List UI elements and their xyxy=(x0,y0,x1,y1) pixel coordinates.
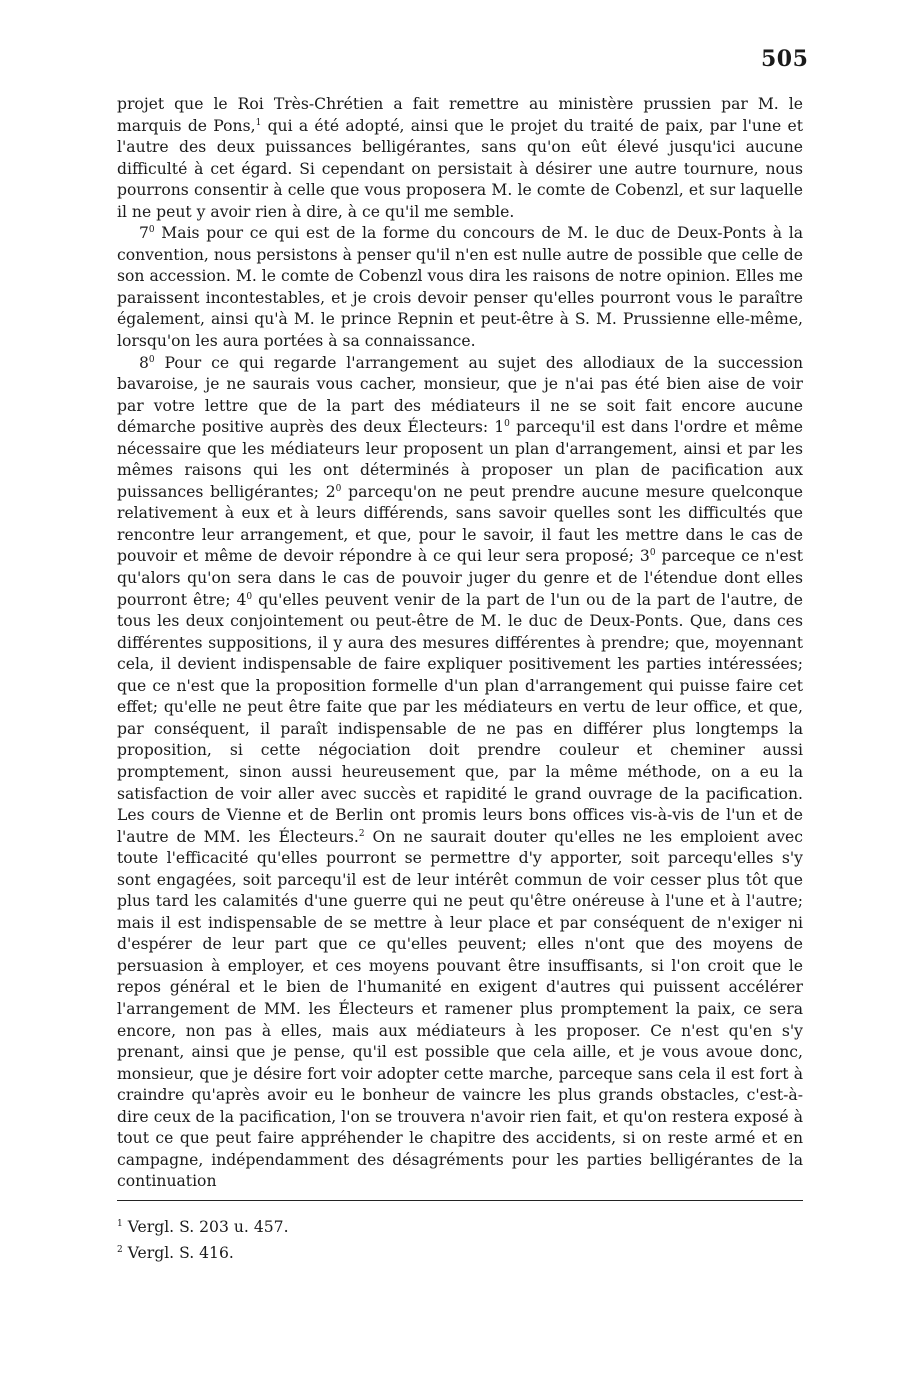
text-run: 8 xyxy=(139,353,149,372)
text-run: qui a été adopté, ainsi que le projet du traité de paix, par l'une et l'autre des deux puissances belligérantes, sans qu'on eût élevé jusqu'ici aucune difficulté à cet égard. Si cependant on persistait à désirer une autre tournure, nous pourrons consentir à celle que vous proposera M. le comte de Cobenzl, et sur laquelle il ne peut y avoir rien à dire, à ce qu'il me semble. xyxy=(117,116,803,221)
footnote-text: Vergl. S. 203 u. 457. xyxy=(127,1218,289,1236)
footnote xyxy=(117,1240,803,1266)
superscript-marker: 0 xyxy=(504,419,510,430)
text-run: Mais pour ce qui est de la forme du concours de M. le duc de Deux-Ponts à la convention, nous persistons à penser qu'il n'en est nulle autre de possible que celle de son accession. M. le comte de Cobenzl vous dira les raisons de notre opinion. Elles me paraissent incontestables, et je crois devoir penser qu'elles pourront vous le paraître également, ainsi qu'à M. le prince Repnin et peut-être à S. M. Prussienne elle-même, lorsqu'on les aura portées à sa connaissance. xyxy=(117,224,803,351)
superscript-marker: 0 xyxy=(148,225,155,236)
footnotes xyxy=(117,1214,803,1266)
footnote-marker: 1 xyxy=(117,1219,123,1229)
footnote xyxy=(117,1214,803,1240)
text-run: On ne saurait douter qu'elles ne les emploient avec toute l'efficacité qu'elles pourront se permettre d'y apporter, soit parcequ'elles s'y sont engagées, soit parcequ'il est de leur intérêt commun de voir cesser plus tôt que plus tard les calamités d'une guerre qui ne peut qu'être onéreuse à l'une et à l'autre; mais il est indispensable de se mettre à leur place et par conséquent de n'exiger ni d'espérer de leur part que ce qu'elles peuvent; elles n'ont que des moyens de persuasion à employer, et ces moyens pouvant être insuffisants, si l'on croit que le repos général et le bien de l'humanité en exigent d'autres qui puissent accélérer l'arrangement de MM. les Électeurs et ramener plus promptement la paix, ce sera encore, non pas à elles, mais aux médiateurs à les proposer. Ce n'est qu'en s'y prenant, ainsi que je pense, qu'il est possible que cela aille, et je vous avoue donc, monsieur, que je désire fort voir adopter cette marche, parceque sans cela il est fort à craindre qu'après avoir eu le bonheur de vaincre les plus grands obstacles, c'est-à-dire ceux de la pacification, l'on se trouvera n'avoir rien fait, et qu'on restera exposé à tout ce que peut faire appréhender le chapitre des accidents, si on reste armé et en campagne, indépendamment des désagréments pour les parties belligérantes de la continuation xyxy=(117,827,803,1191)
page-number: 505 xyxy=(761,46,809,72)
paragraph xyxy=(117,223,803,352)
superscript-marker: 2 xyxy=(358,828,365,839)
body-text xyxy=(117,94,803,1193)
superscript-marker: 0 xyxy=(649,548,656,559)
superscript-marker: 0 xyxy=(335,483,342,494)
footnote-divider xyxy=(117,1200,803,1201)
text-run: parcequ'on ne peut prendre aucune mesure quelconque relativement à eux et à leurs différends, sans savoir quelles sont les difficultés que rencontre leur arrangement, et que, pour le savoir, il faut les mettre dans le cas de pouvoir et même de devoir répondre à ce qui leur sera proposé; 3 xyxy=(117,482,804,566)
footnote-text: Vergl. S. 416. xyxy=(127,1244,234,1262)
text-run: parcequ'il est dans l'ordre et même nécessaire que les médiateurs leur proposent un plan d'arrangement, ainsi et par les mêmes raisons qui les ont déterminés à proposer un plan de pacification aux puissances belligérantes; 2 xyxy=(117,418,803,501)
superscript-marker: 1 xyxy=(255,117,262,128)
text-run: 7 xyxy=(139,224,149,243)
text-run: parceque ce n'est qu'alors qu'on sera dans le cas de pouvoir juger du genre et de l'étendue dont elles pourront être; 4 xyxy=(117,547,803,609)
text-run: qu'elles peuvent venir de la part de l'un ou de la part de l'autre, de tous les deux conjointement ou peut-être de M. le duc de Deux-Ponts. Que, dans ces différentes suppositions, il y aura des mesures différentes à prendre; que, moyennant cela, il devient indispensable de faire expliquer positivement les parties intéressées; que ce n'est que la proposition formelle d'un plan d'arrangement qui puisse faire cet effet; qu'elle ne peut être faite que par les médiateurs en vertu de leur office, et que, par conséquent, il paraît indispensable de ne pas en différer plus longtemps la proposition, si cette négociation doit prendre couleur et cheminer aussi promptement, sinon aussi heureusement que, par la même méthode, on a eu la satisfaction de voir aller avec succès et rapidité le grand ouvrage de la pacification. Les cours de Vienne et de Berlin ont promis leurs bons offices vis-à-vis de l'un et de l'autre de MM. les Électeurs. xyxy=(117,590,803,846)
superscript-marker: 0 xyxy=(148,354,155,365)
paragraph xyxy=(117,94,803,223)
footnote-marker: 2 xyxy=(117,1245,123,1255)
superscript-marker: 0 xyxy=(246,591,253,602)
text-run: projet que le Roi Très-Chrétien a fait remettre au ministère prussien par M. le marquis de Pons, xyxy=(117,95,803,135)
text-run: Pour ce qui regarde l'arrangement au sujet des allodiaux de la succession bavaroise, je ne saurais vous cacher, monsieur, que je n'ai pas été bien aise de voir par votre lettre que de la part des médiateurs il ne se soit fait encore aucune démarche positive auprès des deux Électeurs: 1 xyxy=(117,353,803,437)
paragraph xyxy=(117,353,803,1193)
